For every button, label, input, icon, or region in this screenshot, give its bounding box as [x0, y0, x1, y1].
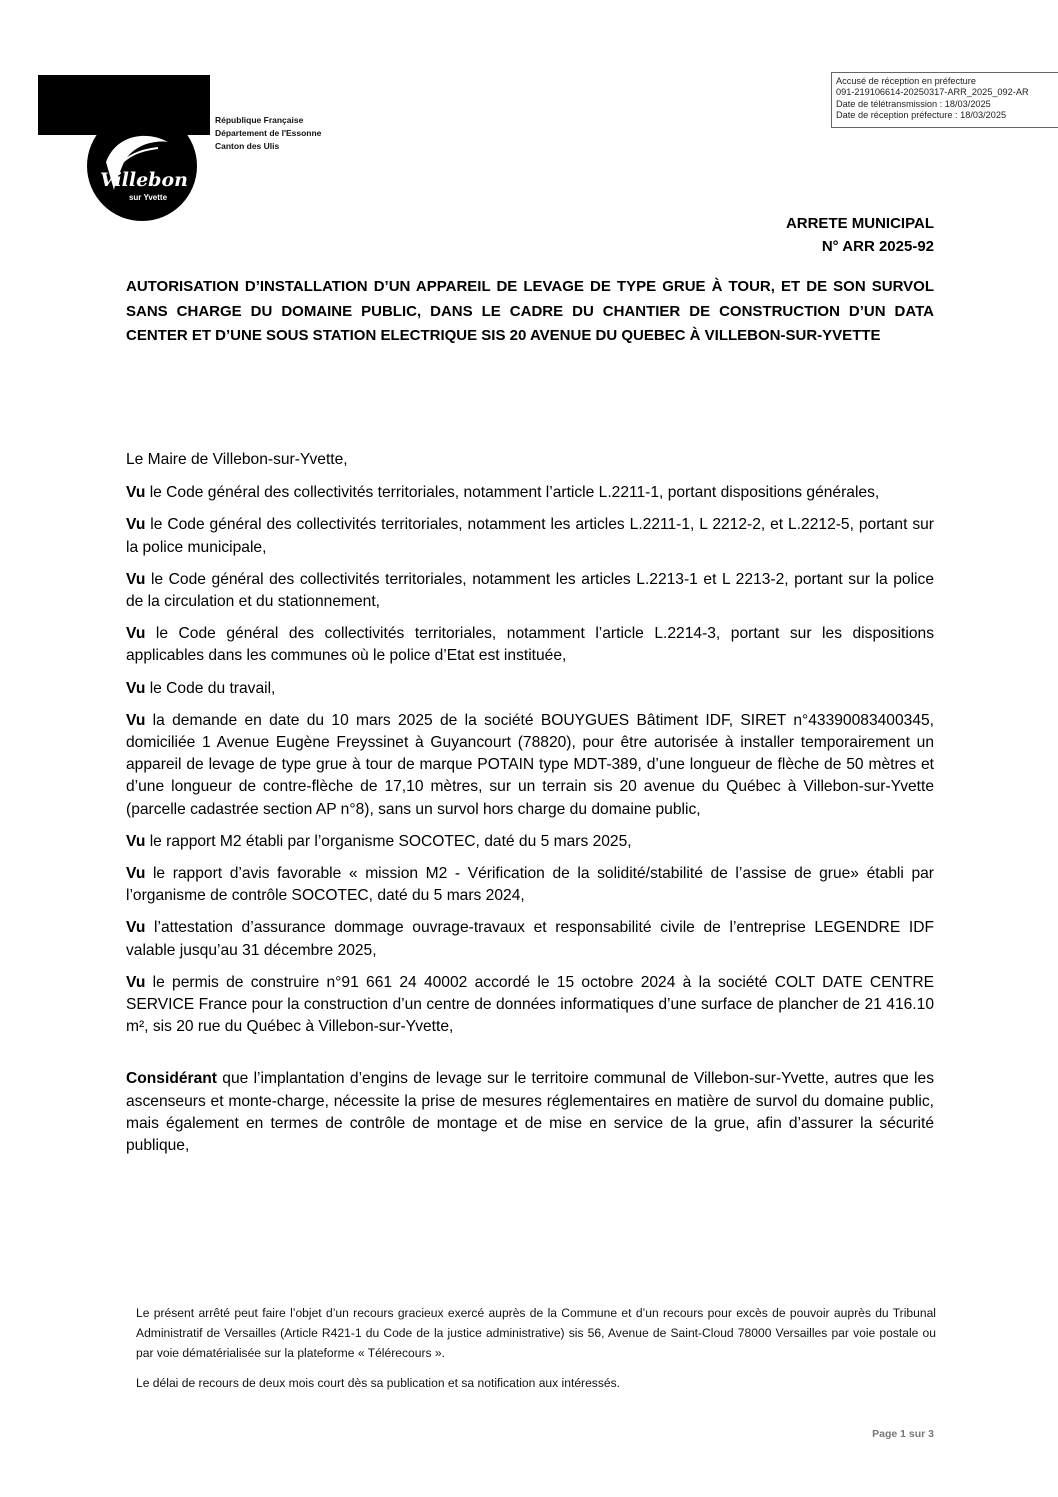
page-number: Page 1 sur 3	[872, 1428, 934, 1440]
logo-emblem	[86, 110, 198, 222]
prefecture-receipt-stamp	[831, 72, 1058, 128]
visa-text: la demande en date du 10 mars 2025 de la société BOUYGUES Bâtiment IDF, SIRET n°43390083400345, domiciliée 1 Avenue Eugène Freyssinet à Guyancourt (78820), pour être autorisée à installer temporairement un appareil de levage de type grue à tour de marque POTAIN type MDT-389, d’une longueur de flèche de 50 mètres et d’une longueur de contre-flèche de 17,10 mètres, sur un terrain sis 20 avenue du Québec à Villebon-sur-Yvette (parcelle cadastrée section AP n°8), sans un survol hors charge du domaine public,	[126, 711, 934, 818]
logo-subtitle: sur Yvette	[128, 193, 168, 202]
visa-paragraph	[126, 514, 934, 558]
visa-paragraph	[126, 623, 934, 667]
arrete-type: ARRETE MUNICIPAL	[785, 215, 934, 232]
visa-paragraph	[126, 482, 934, 504]
visa-paragraph	[126, 710, 934, 821]
visa-text: le Code du travail,	[145, 679, 276, 697]
visa-text: le permis de construire n°91 661 24 40002 accordé le 15 octobre 2024 à la société COLT DATE CENTRE SERVICE France pour la construction d’un centre de données informatiques d’une surface de plancher de 21 416.10 m², sis 20 rue du Québec à Villebon-sur-Yvette,	[126, 973, 934, 1036]
visa-keyword: Vu	[126, 625, 146, 643]
stamp-line: Date de télétransmission : 18/03/2025	[836, 98, 991, 109]
legal-footer	[136, 1303, 936, 1403]
visa-keyword: Vu	[126, 570, 146, 588]
logo-name: Villebon	[100, 169, 188, 191]
department-line: Département de l'Essonne	[215, 128, 322, 138]
visa-keyword: Vu	[126, 516, 146, 534]
stamp-line: Accusé de réception en préfecture	[836, 76, 976, 86]
stamp-line: Date de réception préfecture : 18/03/2025	[836, 109, 1007, 120]
visa-paragraph	[126, 917, 934, 961]
visa-keyword: Vu	[126, 865, 146, 883]
visa-keyword: Vu	[126, 679, 146, 697]
maire-line: Le Maire de Villebon-sur-Yvette,	[126, 451, 348, 468]
recourse-notice: Le présent arrêté peut faire l’objet d’un recours gracieux exercé auprès de la Commune et d’un recours pour excès de pouvoir auprès du Tribunal Administratif de Versailles (Article R421-1 du Code de la justice administrative) sis 56, Avenue de Saint-Cloud 78000 Versailles par voie postale ou par voie dématérialisée sur la plateforme « Télérecours ».	[136, 1306, 936, 1360]
visa-paragraph	[126, 972, 934, 1039]
visa-text: l’attestation d’assurance dommage ouvrage-travaux et responsabilité civile de l’entreprise LEGENDRE IDF valable jusqu’au 31 décembre 2025,	[126, 919, 934, 959]
visa-paragraph	[126, 831, 934, 853]
visa-text: le Code général des collectivités territoriales, notamment l’article L.2214-3, portant sur les dispositions applicables dans les communes où le police d’Etat est instituée,	[126, 625, 934, 665]
considerant-text: que l’implantation d’engins de levage sur le territoire communal de Villebon-sur-Yvette, autres que les ascenseurs et monte-charge, nécessite la prise de mesures réglementaires en matière de survol du domaine public, mais également en termes de contrôle de montage et de mise en service de la grue, afin d’assurer la sécurité publique,	[126, 1070, 934, 1155]
logo-emblem-graphic	[86, 110, 198, 222]
visa-keyword: Vu	[126, 711, 146, 729]
visa-text: le Code général des collectivités territoriales, notamment les articles L.2213-1 et L 2213-2, portant sur la police de la circulation et du stationnement,	[126, 570, 934, 611]
canton-line: Canton des Ulis	[215, 141, 280, 151]
visa-keyword: Vu	[126, 919, 146, 937]
deadline-notice: Le délai de recours de deux mois court dès sa publication et sa notification aux intéressés.	[136, 1376, 621, 1390]
visa-paragraph	[126, 863, 934, 907]
visa-keyword: Vu	[126, 832, 146, 850]
arrete-number: N° ARR 2025-92	[821, 238, 934, 255]
republic-line: République Française	[215, 115, 304, 125]
visa-keyword: Vu	[126, 973, 146, 991]
considerant-keyword: Considérant	[126, 1070, 217, 1088]
visa-text: le rapport d’avis favorable « mission M2 - Vérification de la solidité/stabilité de l’assise de grue» établi par l’organisme de contrôle SOCOTEC, daté du 5 mars 2024,	[126, 865, 934, 905]
document-body	[126, 449, 934, 1167]
municipal-logo	[38, 75, 210, 215]
visa-keyword: Vu	[126, 484, 146, 502]
republic-header	[215, 114, 321, 153]
considerant-paragraph	[126, 1068, 934, 1157]
visa-paragraph	[126, 569, 934, 613]
document-title: AUTORISATION D’INSTALLATION D’UN APPAREIL DE LEVAGE DE TYPE GRUE À TOUR, ET DE SON SURVOL SANS CHARGE DU DOMAINE PUBLIC, DANS LE CADRE DU CHANTIER DE CONSTRUCTION D’UN DATA CENTER ET D’UNE SOUS STATION ELECTRIQUE SIS 20 AVENUE DU QUEBEC À VILLEBON-SUR-YVETTE	[126, 278, 934, 344]
visa-text: le Code général des collectivités territoriales, notamment l’article L.2211-1, portant dispositions générales,	[145, 484, 880, 502]
visa-paragraph	[126, 678, 934, 700]
arrete-heading	[786, 212, 934, 258]
visa-text: le Code général des collectivités territoriales, notamment les articles L.2211-1, L 2212-2, et L.2212-5, portant sur la police municipale,	[126, 516, 934, 556]
visa-text: le rapport M2 établi par l’organisme SOCOTEC, daté du 5 mars 2025,	[145, 832, 632, 850]
stamp-line: 091-219106614-20250317-ARR_2025_092-AR	[836, 87, 1029, 98]
